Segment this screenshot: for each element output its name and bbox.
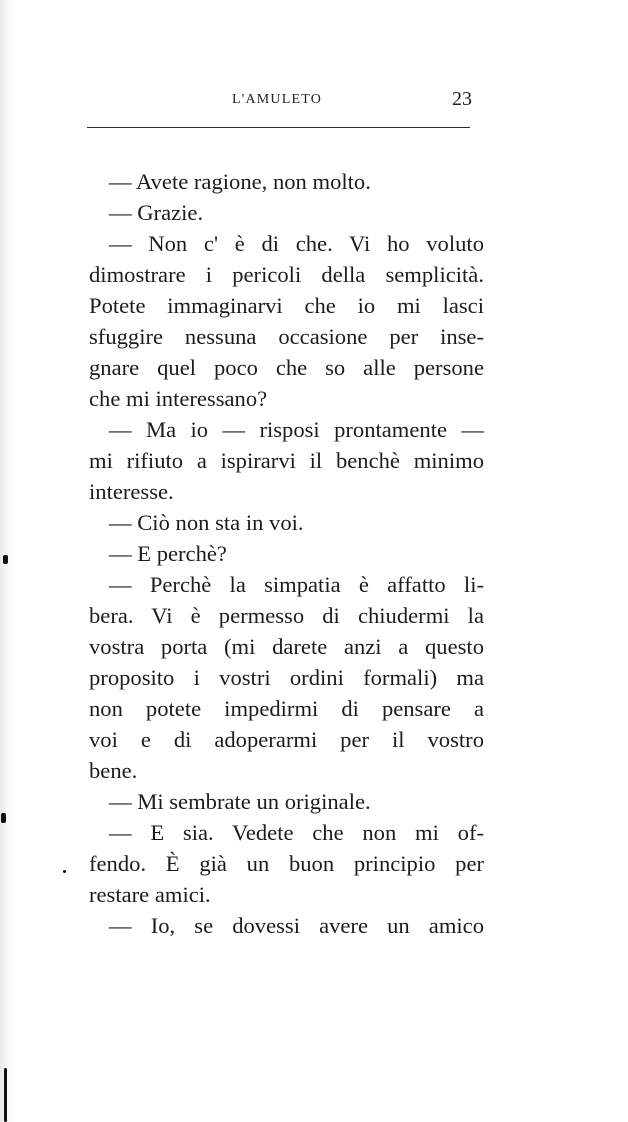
text-line: — Grazie. [109,200,204,225]
text-line: proposito i vostri ordini formali) ma [89,665,484,690]
text-line: fendo. È già un buon principio per [89,851,484,876]
text-line: — E sia. Vedete che non mi of- [109,820,484,845]
text-line: restare amici. [89,882,211,907]
text-line: — Avete ragione, non molto. [109,169,371,194]
text-line: — Ciò non sta in voi. [109,510,304,535]
text-line: — Non c' è di che. Vi ho voluto [109,231,484,256]
text-line: — Io, se dovessi avere un amico [109,913,484,938]
text-line: bera. Vi è permesso di chiudermi la [89,603,484,628]
text-line: — Perchè la simpatia è affatto li- [109,572,484,597]
text-line: dimostrare i pericoli della semplicità. [89,262,484,287]
text-line: che mi interessano? [89,386,268,411]
text-line: gnare quel poco che so alle persone [89,355,484,380]
text-line: voi e di adoperarmi per il vostro [89,727,484,752]
text-line: interesse. [89,479,174,504]
text-line: mi rifiuto a ispirarvi il benchè minimo [89,448,484,473]
text-line: non potete impedirmi di pensare a [89,696,484,721]
running-title: L'AMULETO [232,92,323,107]
text-line: vostra porta (mi darete anzi a questo [89,634,484,659]
text-line: Potete immaginarvi che io mi lasci [89,293,484,318]
binding-mark-upper [3,555,8,564]
text-line: sfuggire nessuna occasione per inse- [89,324,484,349]
body-text [89,166,484,941]
binding-mark-middle [1,813,6,823]
binding-mark-speck [63,870,66,873]
text-line: — Ma io — risposi prontamente — [109,417,484,442]
header-rule [87,127,470,128]
text-line: — Mi sembrate un originale. [109,789,371,814]
text-line: — E perchè? [109,541,227,566]
page-header [88,88,472,120]
binding-mark-lower [4,1068,7,1122]
page-number: 23 [452,88,472,110]
text-line: bene. [89,758,138,783]
